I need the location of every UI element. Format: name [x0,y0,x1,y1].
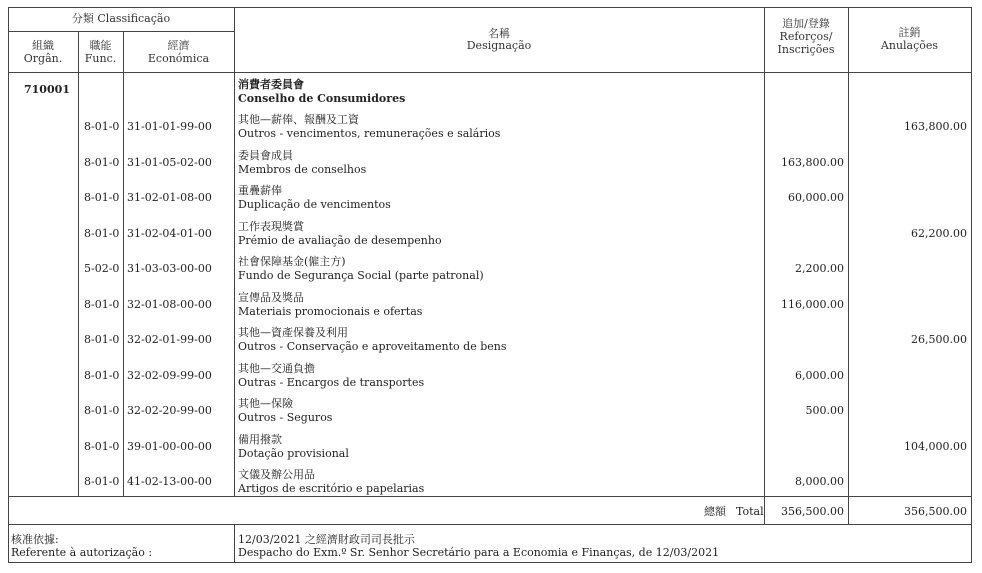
row-econ-code: 32-02-09-99-00 [127,369,212,382]
basis-label-zh: 核准依據: [11,533,59,546]
organ-func-divider [78,31,79,497]
row-annul-amount: 26,500.00 [911,333,967,346]
header-func-pt: Func. [84,52,117,65]
row-func-code: 5-02-0 [84,262,120,275]
row-reinf-amount: 163,800.00 [781,156,844,169]
row-func-code: 8-01-0 [84,156,120,169]
header-organ-pt: Orgân. [23,52,63,65]
row-name-zh: 重疊薪俸 [238,184,282,197]
row-name-pt: Materiais promocionais e ofertas [238,305,423,318]
row-annul-amount: 62,200.00 [911,227,967,240]
row-func-code: 8-01-0 [84,298,120,311]
body-bottom-border [8,496,971,497]
row-annul-amount: 104,000.00 [904,440,967,453]
row-name-zh: 其他—保險 [238,397,293,410]
row-reinf-amount: 500.00 [805,404,844,417]
header-desig-pt: Designação [466,39,532,52]
row-econ-code: 32-02-20-99-00 [127,404,212,417]
basis-label-pt: Referente à autorização : [11,546,153,559]
footer-bottom-border [8,562,971,563]
header-organ-zh: 組織 [32,39,54,52]
authorization-pt: Despacho do Exm.º Sr. Senhor Secretário para a Economia e Finanças, de 12/03/2021 [238,546,720,559]
left-border [8,7,9,563]
row-func-code: 8-01-0 [84,440,120,453]
header-annul-zh: 註銷 [898,26,921,39]
footer-divider [234,524,235,563]
row-reinf-amount: 2,200.00 [795,262,844,275]
total-reinf: 356,500.00 [781,505,844,518]
header-classification: 分類 Classificação [71,12,171,25]
row-name-zh: 委員會成員 [238,149,293,162]
row-name-pt: Duplicação de vencimentos [238,198,391,211]
row-reinf-amount: 8,000.00 [795,475,844,488]
row-name-pt: Dotação provisional [238,447,349,460]
header-desig-zh: 名稱 [488,27,510,40]
header-reinf-pt1: Reforços/ [779,30,833,43]
header-annul-pt: Anulações [880,39,939,52]
row-annul-amount: 163,800.00 [904,120,967,133]
row-func-code: 8-01-0 [84,191,120,204]
row-econ-code: 31-01-01-99-00 [127,120,212,133]
row-name-pt: Outros - vencimentos, remunerações e salários [238,127,501,140]
right-border [971,7,972,563]
header-bottom-border [8,72,971,73]
row-econ-code: 31-02-04-01-00 [127,227,212,240]
row-name-zh: 其他—交通負擔 [238,362,315,375]
header-reinf-pt2: Inscrições [777,43,835,56]
total-annul: 356,500.00 [904,505,967,518]
row-econ-code: 31-02-01-08-00 [127,191,212,204]
row-name-pt: Fundo de Segurança Social (parte patronal) [238,269,484,282]
row-name-pt: Prémio de avaliação de desempenho [238,234,442,247]
row-name-zh: 宣傳品及獎品 [238,291,304,304]
row-name-pt: Outros - Seguros [238,411,333,424]
row-func-code: 8-01-0 [84,333,120,346]
total-label-zh: 總額 [704,505,726,518]
row-econ-code: 39-01-00-00-00 [127,440,212,453]
row-func-code: 8-01-0 [84,404,120,417]
row-func-code: 8-01-0 [84,120,120,133]
entity-name-pt: Conselho de Consumidores [238,92,406,105]
row-name-pt: Artigos de escritório e papelarias [238,482,425,495]
row-name-zh: 備用撥款 [238,433,282,446]
econ-desig-divider [234,7,235,497]
row-name-pt: Outras - Encargos de transportes [238,376,425,389]
row-econ-code: 31-03-03-00-00 [127,262,212,275]
total-bottom-border [8,524,971,525]
total-label-pt: Total [736,505,764,518]
row-reinf-amount: 60,000.00 [788,191,844,204]
row-name-zh: 文儀及辦公用品 [238,468,315,481]
row-name-pt: Outros - Conservação e aproveitamento de bens [238,340,507,353]
row-func-code: 8-01-0 [84,369,120,382]
row-name-zh: 工作表現獎賞 [238,220,304,233]
header-econ-zh: 經濟 [167,39,190,52]
row-name-zh: 其他—薪俸、報酬及工資 [238,113,359,126]
func-econ-divider [123,31,124,497]
row-name-zh: 其他—資產保養及利用 [238,326,348,339]
classification-divider [8,31,234,32]
row-econ-code: 32-02-01-99-00 [127,333,212,346]
row-econ-code: 31-01-05-02-00 [127,156,212,169]
row-econ-code: 41-02-13-00-00 [127,475,212,488]
authorization-zh: 12/03/2021 之經濟財政司司長批示 [238,533,415,546]
top-border [8,7,971,8]
row-func-code: 8-01-0 [84,475,120,488]
row-name-zh: 社會保障基金(僱主方) [238,255,346,268]
header-reinf-zh: 追加/登錄 [782,17,830,30]
row-name-pt: Membros de conselhos [238,163,367,176]
row-func-code: 8-01-0 [84,227,120,240]
header-func-zh: 職能 [89,39,112,52]
header-econ-pt: Económica [147,52,210,65]
row-reinf-amount: 6,000.00 [795,369,844,382]
entity-code: 710001 [24,83,70,96]
entity-name-zh: 消費者委員會 [238,78,304,91]
row-reinf-amount: 116,000.00 [781,298,844,311]
row-econ-code: 32-01-08-00-00 [127,298,212,311]
